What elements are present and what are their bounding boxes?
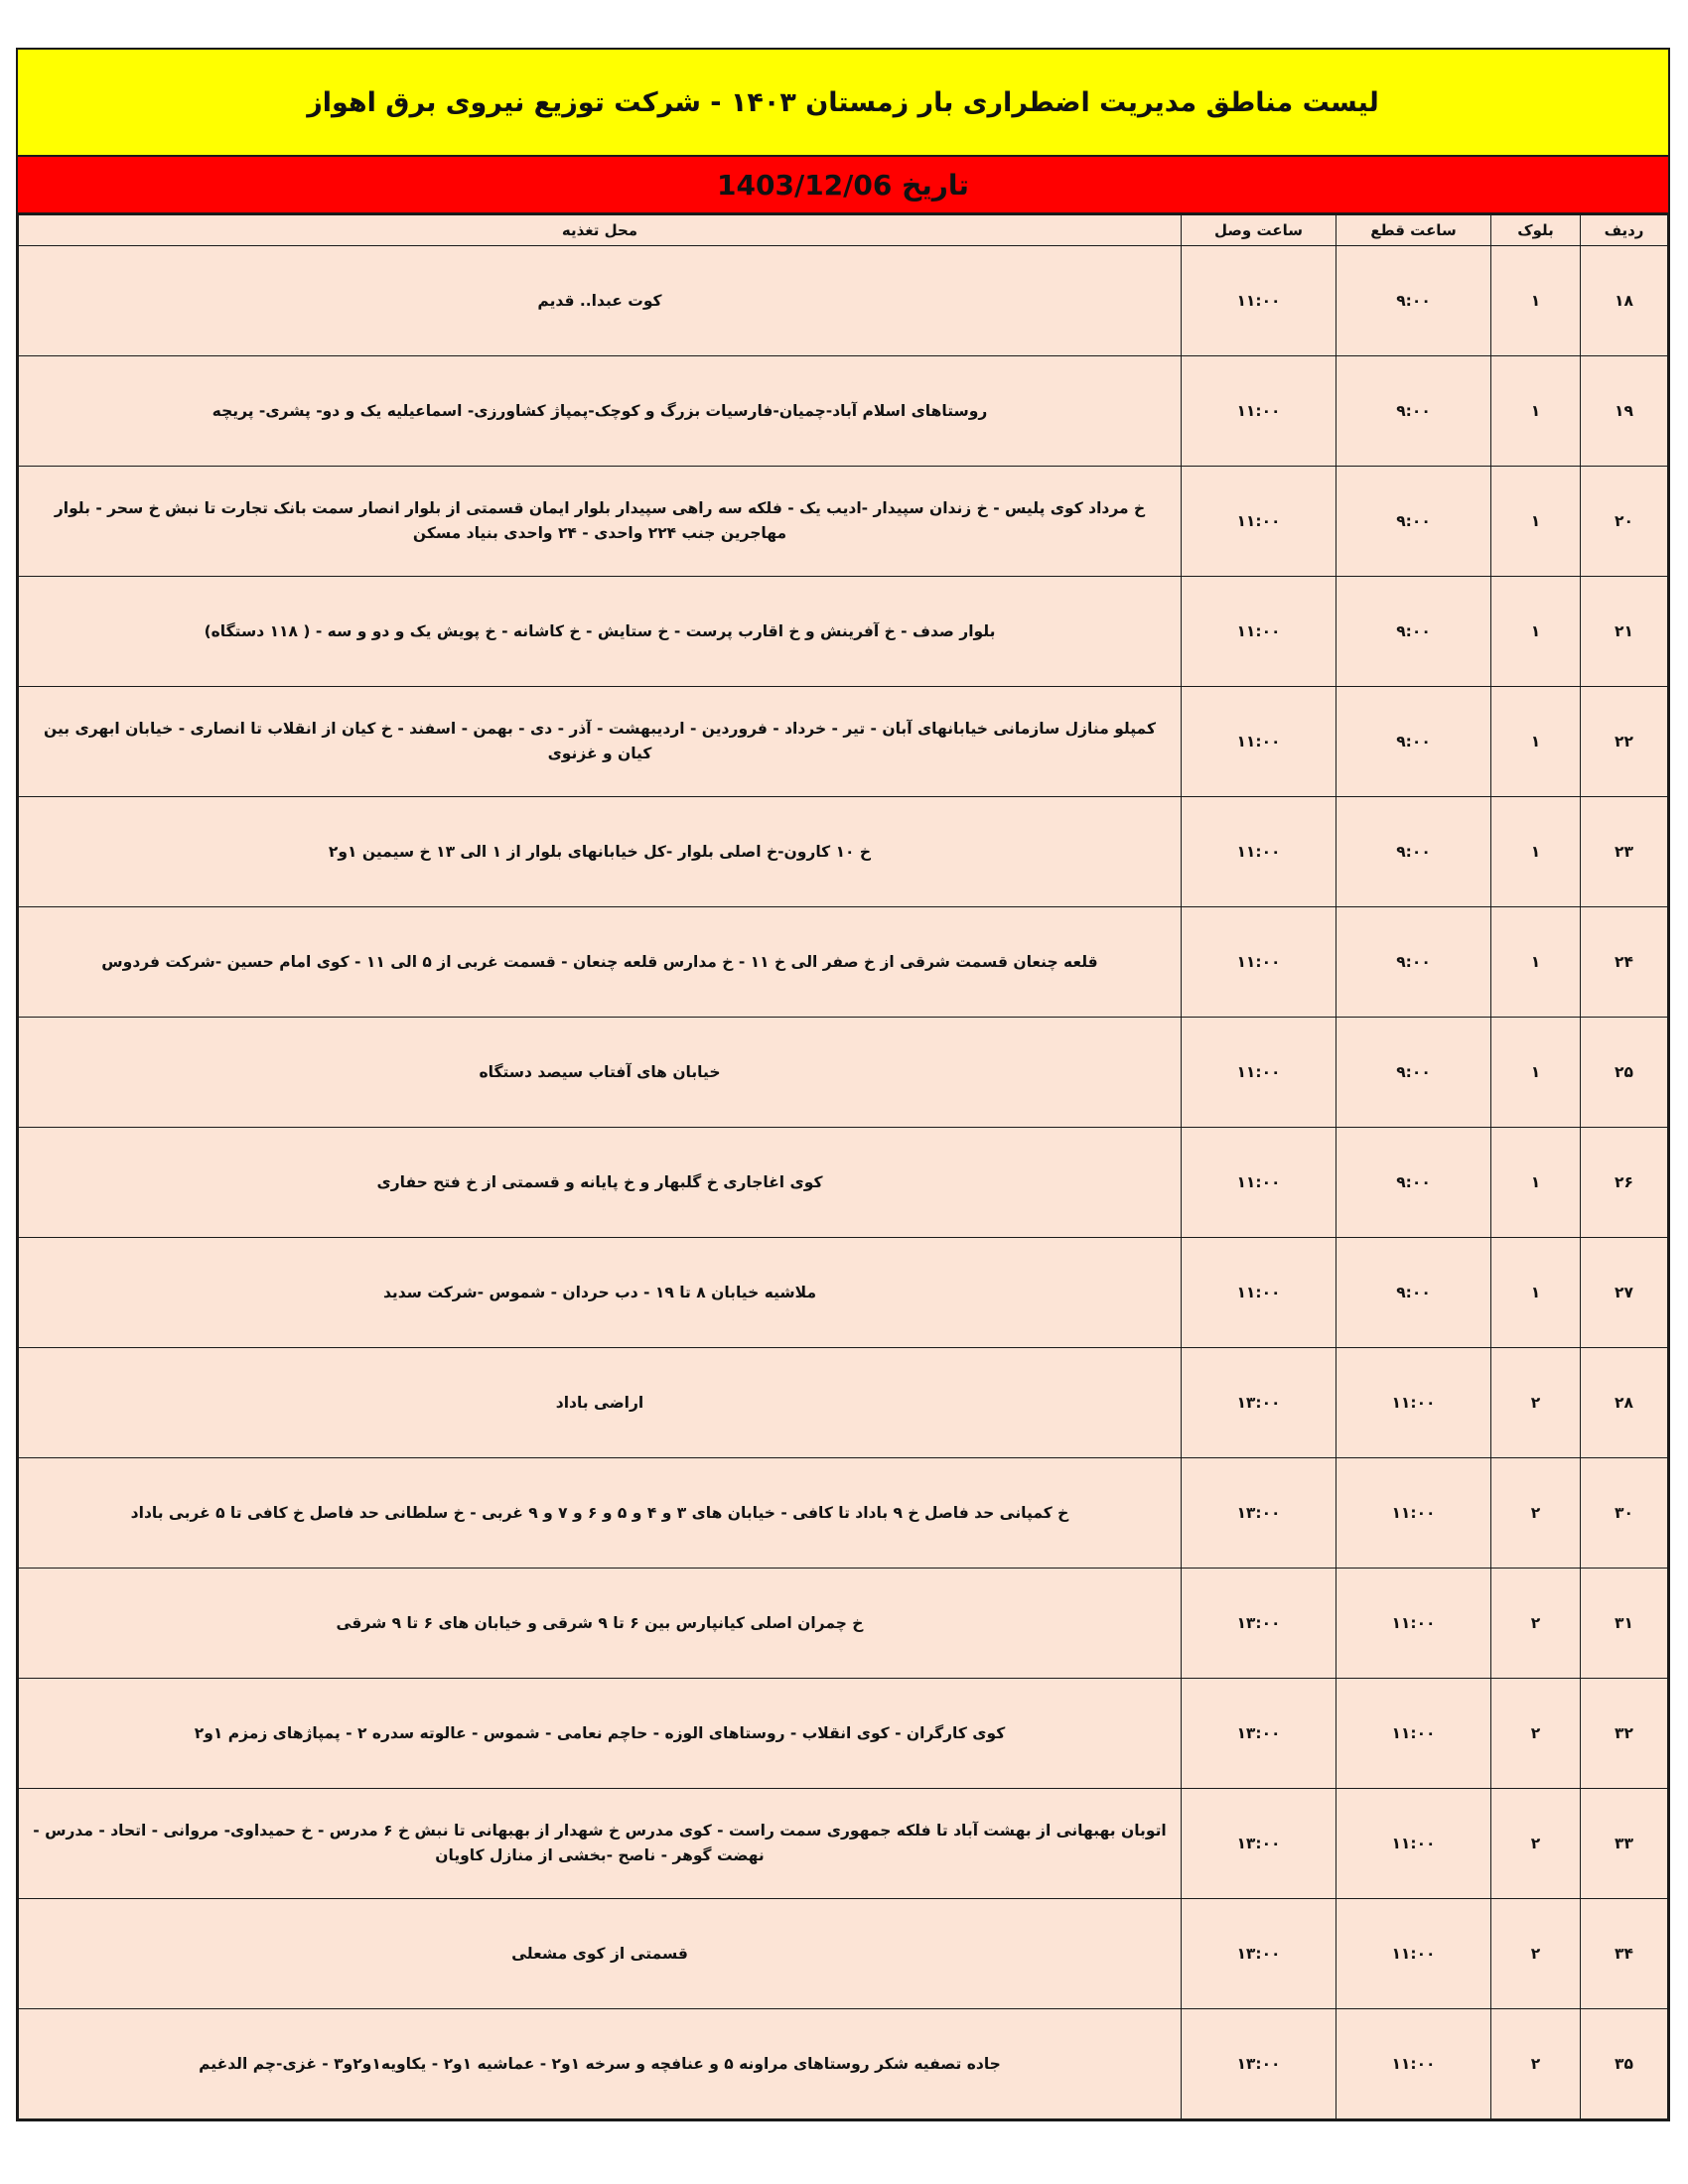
outage-table [18, 214, 1668, 2119]
cut-time-cell: ۹:۰۰ [1336, 1018, 1491, 1128]
block-cell: ۲ [1491, 2009, 1581, 2119]
block-cell: ۲ [1491, 1458, 1581, 1569]
connect-time-cell: ۱۱:۰۰ [1182, 687, 1336, 797]
location-cell: اراضی باداد [19, 1348, 1182, 1458]
connect-time-cell: ۱۳:۰۰ [1182, 1569, 1336, 1679]
row-number: ۲۲ [1581, 687, 1668, 797]
connect-time-cell: ۱۱:۰۰ [1182, 577, 1336, 687]
connect-time-cell: ۱۳:۰۰ [1182, 2009, 1336, 2119]
row-number: ۲۰ [1581, 467, 1668, 577]
cut-time-cell: ۹:۰۰ [1336, 1128, 1491, 1238]
header-row-number: ردیف [1581, 215, 1668, 246]
table-row [19, 907, 1668, 1018]
block-cell: ۱ [1491, 467, 1581, 577]
location-cell: کمپلو منازل سازمانی خیابانهای آبان - تیر - خرداد - فروردین - اردیبهشت - آذر - دی - بهمن - اسفند - خ کیان از انقلاب تا انصاری - خیابان ابهری بین کیان و غزنوی [19, 687, 1182, 797]
location-cell: کوت عبدا.. قدیم [19, 246, 1182, 356]
connect-time-cell: ۱۳:۰۰ [1182, 1789, 1336, 1899]
header-connect-time: ساعت وصل [1182, 215, 1336, 246]
block-cell: ۱ [1491, 907, 1581, 1018]
connect-time-cell: ۱۱:۰۰ [1182, 907, 1336, 1018]
date-band [18, 157, 1668, 214]
row-number: ۲۵ [1581, 1018, 1668, 1128]
location-cell: خ ۱۰ کارون-خ اصلی بلوار -کل خیابانهای بلوار از ۱ الی ۱۳ خ سیمین ۱و۲ [19, 797, 1182, 907]
connect-time-cell: ۱۱:۰۰ [1182, 467, 1336, 577]
connect-time-cell: ۱۳:۰۰ [1182, 1679, 1336, 1789]
cut-time-cell: ۱۱:۰۰ [1336, 1569, 1491, 1679]
cut-time-cell: ۹:۰۰ [1336, 246, 1491, 356]
block-cell: ۱ [1491, 577, 1581, 687]
cut-time-cell: ۹:۰۰ [1336, 467, 1491, 577]
cut-time-cell: ۱۱:۰۰ [1336, 1679, 1491, 1789]
row-number: ۳۳ [1581, 1789, 1668, 1899]
title-band [18, 50, 1668, 157]
block-cell: ۲ [1491, 1789, 1581, 1899]
row-number: ۱۹ [1581, 356, 1668, 467]
row-number: ۳۲ [1581, 1679, 1668, 1789]
location-cell: خ کمپانی حد فاصل خ ۹ باداد تا کافی - خیابان های ۳ و ۴ و ۵ و ۶ و ۷ و ۹ غربی - خ سلطانی حد فاصل خ کافی تا ۵ غربی باداد [19, 1458, 1182, 1569]
connect-time-cell: ۱۱:۰۰ [1182, 1238, 1336, 1348]
location-cell: قسمتی از کوی مشعلی [19, 1899, 1182, 2009]
row-number: ۳۵ [1581, 2009, 1668, 2119]
row-number: ۲۸ [1581, 1348, 1668, 1458]
connect-time-cell: ۱۳:۰۰ [1182, 1458, 1336, 1569]
table-row [19, 577, 1668, 687]
table-row [19, 1789, 1668, 1899]
table-row [19, 1899, 1668, 2009]
cut-time-cell: ۹:۰۰ [1336, 1238, 1491, 1348]
connect-time-cell: ۱۱:۰۰ [1182, 246, 1336, 356]
location-cell: خیابان های آفتاب سیصد دستگاه [19, 1018, 1182, 1128]
location-cell: کوی اغاجاری خ گلبهار و خ پایانه و قسمتی از خ فتح حفاری [19, 1128, 1182, 1238]
table-row [19, 1569, 1668, 1679]
cut-time-cell: ۱۱:۰۰ [1336, 1789, 1491, 1899]
cut-time-cell: ۹:۰۰ [1336, 907, 1491, 1018]
location-cell: خ چمران اصلی کیانپارس بین ۶ تا ۹ شرقی و خیابان های ۶ تا ۹ شرقی [19, 1569, 1182, 1679]
block-cell: ۲ [1491, 1899, 1581, 2009]
location-cell: قلعه چنعان قسمت شرقی از خ صفر الی خ ۱۱ - خ مدارس قلعه چنعان - قسمت غربی از ۵ الی ۱۱ - کوی امام حسین -شرکت فردوس [19, 907, 1182, 1018]
row-number: ۲۷ [1581, 1238, 1668, 1348]
header-location: محل تغذیه [19, 215, 1182, 246]
block-cell: ۱ [1491, 687, 1581, 797]
row-number: ۲۱ [1581, 577, 1668, 687]
date-label: تاریخ 1403/12/06 [717, 168, 969, 202]
block-cell: ۱ [1491, 797, 1581, 907]
row-number: ۲۴ [1581, 907, 1668, 1018]
connect-time-cell: ۱۱:۰۰ [1182, 356, 1336, 467]
block-cell: ۲ [1491, 1679, 1581, 1789]
location-cell: کوی کارگران - کوی انقلاب - روستاهای الوزه - حاچم نعامی - شموس - عالوته سدره ۲ - پمپاژهای زمزم ۱و۲ [19, 1679, 1182, 1789]
table-row [19, 356, 1668, 467]
block-cell: ۱ [1491, 1238, 1581, 1348]
location-cell: جاده تصفیه شکر روستاهای مراونه ۵ و عنافچه و سرخه ۱و۲ - عماشیه ۱و۲ - یکاویه۱و۲و۳ - غزی-چم الدغیم [19, 2009, 1182, 2119]
cut-time-cell: ۹:۰۰ [1336, 687, 1491, 797]
cut-time-cell: ۱۱:۰۰ [1336, 1899, 1491, 2009]
block-cell: ۲ [1491, 1569, 1581, 1679]
location-cell: بلوار صدف - خ آفرینش و خ اقارب پرست - خ ستایش - خ کاشانه - خ پویش یک و دو و سه - ( ۱۱۸ دستگاه) [19, 577, 1182, 687]
table-header-row [19, 215, 1668, 246]
table-row [19, 1679, 1668, 1789]
connect-time-cell: ۱۳:۰۰ [1182, 1348, 1336, 1458]
block-cell: ۱ [1491, 1018, 1581, 1128]
cut-time-cell: ۹:۰۰ [1336, 797, 1491, 907]
row-number: ۳۰ [1581, 1458, 1668, 1569]
table-row [19, 797, 1668, 907]
connect-time-cell: ۱۱:۰۰ [1182, 1128, 1336, 1238]
table-row [19, 1128, 1668, 1238]
cut-time-cell: ۹:۰۰ [1336, 356, 1491, 467]
connect-time-cell: ۱۱:۰۰ [1182, 797, 1336, 907]
location-cell: ملاشیه خیابان ۸ تا ۱۹ - دب حردان - شموس -شرکت سدید [19, 1238, 1182, 1348]
cut-time-cell: ۹:۰۰ [1336, 577, 1491, 687]
row-number: ۳۴ [1581, 1899, 1668, 2009]
row-number: ۳۱ [1581, 1569, 1668, 1679]
connect-time-cell: ۱۱:۰۰ [1182, 1018, 1336, 1128]
table-row [19, 1018, 1668, 1128]
connect-time-cell: ۱۳:۰۰ [1182, 1899, 1336, 2009]
table-row [19, 1238, 1668, 1348]
block-cell: ۱ [1491, 356, 1581, 467]
row-number: ۲۶ [1581, 1128, 1668, 1238]
table-row [19, 687, 1668, 797]
table-row [19, 1458, 1668, 1569]
cut-time-cell: ۱۱:۰۰ [1336, 1458, 1491, 1569]
table-row [19, 246, 1668, 356]
header-block: بلوک [1491, 215, 1581, 246]
block-cell: ۱ [1491, 1128, 1581, 1238]
table-row [19, 1348, 1668, 1458]
table-row [19, 2009, 1668, 2119]
location-cell: روستاهای اسلام آباد-چمیان-فارسیات بزرگ و کوچک-پمپاژ کشاورزی- اسماعیلیه یک و دو- پشری- پریچه [19, 356, 1182, 467]
header-cut-time: ساعت قطع [1336, 215, 1491, 246]
row-number: ۲۳ [1581, 797, 1668, 907]
cut-time-cell: ۱۱:۰۰ [1336, 1348, 1491, 1458]
location-cell: اتوبان بهبهانی از بهشت آباد تا فلکه جمهوری سمت راست - کوی مدرس خ شهدار از بهبهانی تا نبش خ ۶ مدرس - خ حمیداوی- مروانی - اتحاد - مدرس - نهضت گوهر - ناصح -بخشی از منازل کاویان [19, 1789, 1182, 1899]
table-row [19, 467, 1668, 577]
page-title: لیست مناطق مدیریت اضطراری بار زمستان ۱۴۰۳ - شرکت توزیع نیروی برق اهواز [307, 86, 1379, 118]
schedule-sheet [16, 48, 1670, 2121]
block-cell: ۱ [1491, 246, 1581, 356]
cut-time-cell: ۱۱:۰۰ [1336, 2009, 1491, 2119]
block-cell: ۲ [1491, 1348, 1581, 1458]
location-cell: خ مرداد کوی پلیس - خ زندان سپیدار -ادیب یک - فلکه سه راهی سپیدار بلوار ایمان قسمتی از بلوار انصار سمت بانک تجارت تا نبش خ سحر - بلوار مهاجرین جنب ۲۲۴ واحدی - ۲۴ واحدی بنیاد مسکن [19, 467, 1182, 577]
row-number: ۱۸ [1581, 246, 1668, 356]
